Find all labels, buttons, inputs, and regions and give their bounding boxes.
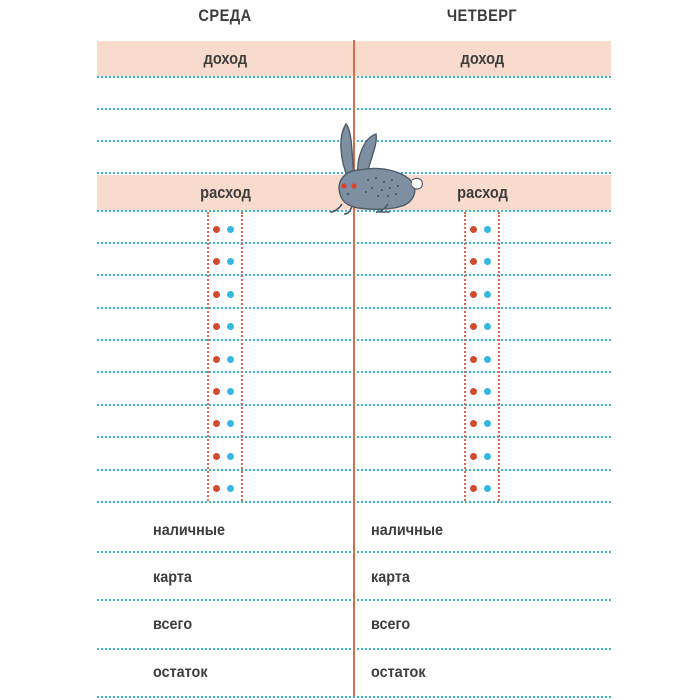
red-dot-icon — [213, 291, 220, 298]
red-dot-icon — [470, 388, 477, 395]
expense-header-left: расход — [200, 183, 251, 202]
income-header-left: доход — [203, 49, 248, 68]
balance-label-left: остаток — [153, 664, 208, 681]
blue-dot-icon — [484, 291, 491, 298]
expense-header-right: расход — [457, 183, 508, 202]
red-dot-icon — [213, 356, 220, 363]
blue-dot-icon — [484, 453, 491, 460]
blue-dot-icon — [227, 356, 234, 363]
rabbit-icon — [326, 120, 426, 218]
blue-dot-icon — [484, 356, 491, 363]
blue-dot-icon — [484, 388, 491, 395]
blue-dot-icon — [227, 453, 234, 460]
red-dot-icon — [470, 291, 477, 298]
red-dot-icon — [470, 226, 477, 233]
income-header-right: доход — [460, 49, 505, 68]
red-dot-icon — [213, 453, 220, 460]
card-label-right: карта — [371, 569, 410, 586]
red-dot-icon — [470, 356, 477, 363]
blue-dot-icon — [227, 291, 234, 298]
cash-label-left: наличные — [153, 522, 226, 539]
total-label-left: всего — [153, 616, 193, 633]
rule-line — [97, 696, 611, 698]
red-dot-icon — [213, 388, 220, 395]
blue-dot-icon — [227, 226, 234, 233]
cash-label-right: наличные — [371, 522, 444, 539]
card-label-left: карта — [153, 569, 192, 586]
blue-dot-icon — [227, 388, 234, 395]
day-title-thursday: ЧЕТВЕРГ — [446, 6, 518, 25]
total-label-right: всего — [371, 616, 411, 633]
red-dot-icon — [470, 453, 477, 460]
red-dot-icon — [213, 226, 220, 233]
blue-dot-icon — [484, 226, 491, 233]
balance-label-right: остаток — [371, 664, 426, 681]
day-title-wednesday: СРЕДА — [198, 6, 252, 25]
